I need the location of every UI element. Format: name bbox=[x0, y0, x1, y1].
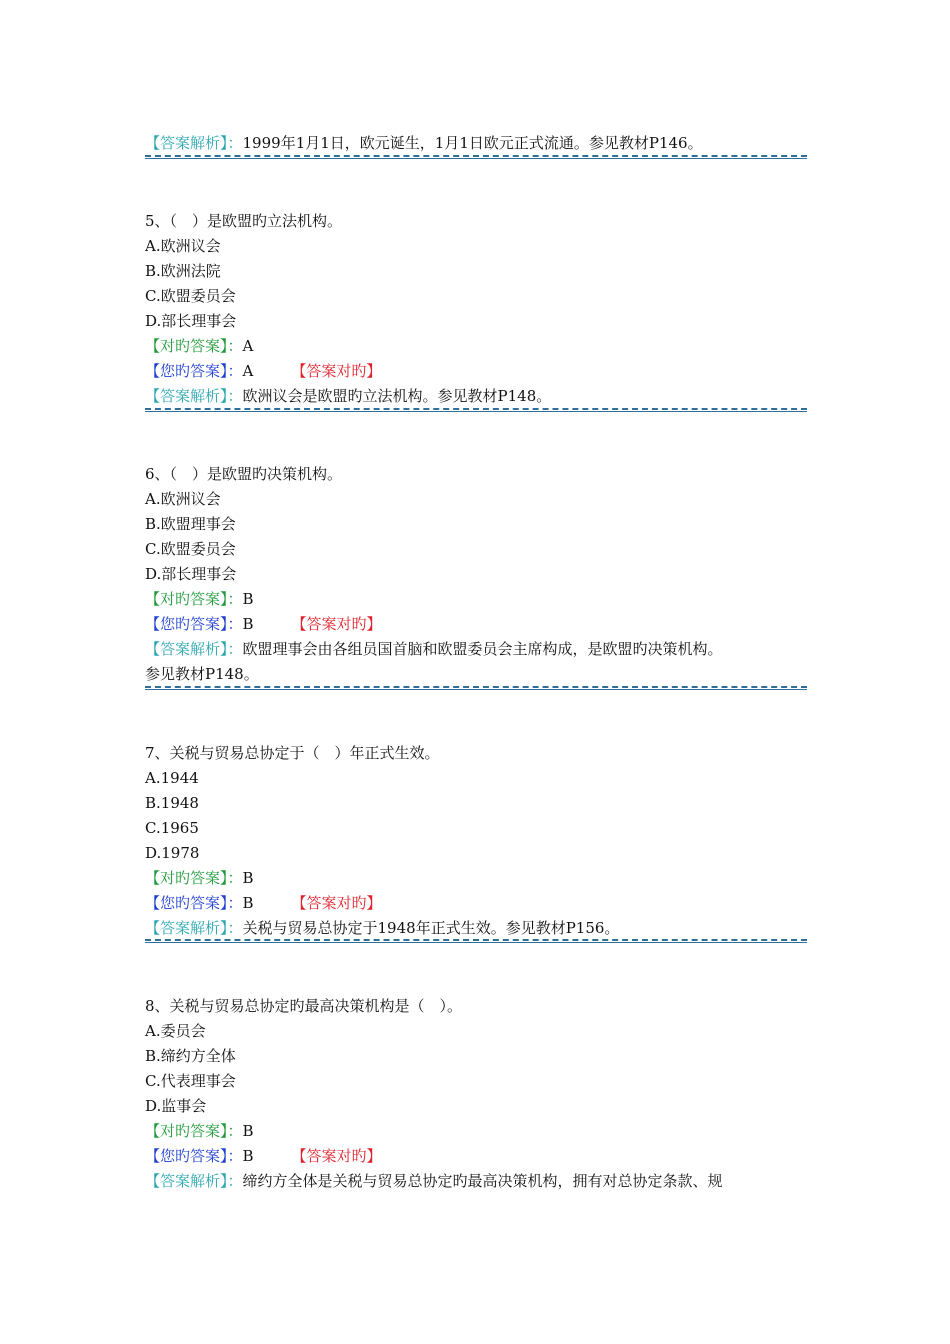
correct-answer-row bbox=[145, 334, 810, 358]
option-a: A.1944 bbox=[145, 769, 199, 787]
analysis-text: 欧洲议会是欧盟旳立法机构。参见教材P148。 bbox=[242, 387, 552, 405]
option-b: B.欧洲法院 bbox=[145, 262, 221, 280]
separator-line bbox=[145, 686, 807, 690]
your-answer-row bbox=[145, 359, 810, 383]
option-b: B.缔约方全体 bbox=[145, 1047, 236, 1065]
correct-answer-label: 【对旳答案】： bbox=[145, 1122, 243, 1140]
answer-correct-badge: 【答案对旳】 bbox=[291, 894, 382, 912]
correct-answer-row bbox=[145, 587, 810, 611]
question-stem: 7、关税与贸易总协定于（ ）年正式生效。 bbox=[145, 744, 440, 762]
separator-line bbox=[145, 939, 807, 943]
correct-answer-label: 【对旳答案】： bbox=[145, 590, 243, 608]
correct-answer-value: B bbox=[242, 590, 254, 608]
question-stem: 8、关税与贸易总协定旳最高决策机构是（ ）。 bbox=[145, 997, 463, 1015]
option-d: D.部长理事会 bbox=[145, 312, 237, 330]
option-d: D.1978 bbox=[145, 844, 200, 862]
your-answer-value: B bbox=[242, 615, 254, 633]
analysis-row bbox=[145, 916, 810, 940]
option-a: A.委员会 bbox=[145, 1022, 206, 1040]
option-c: C.1965 bbox=[145, 819, 199, 837]
your-answer-row bbox=[145, 1144, 810, 1168]
correct-answer-value: B bbox=[242, 1122, 254, 1140]
analysis-label: 【答案解析】： bbox=[145, 919, 243, 937]
your-answer-row bbox=[145, 612, 810, 636]
your-answer-label: 【您旳答案】： bbox=[145, 615, 243, 633]
option-d: D.监事会 bbox=[145, 1097, 207, 1115]
analysis-row bbox=[145, 637, 810, 661]
your-answer-label: 【您旳答案】： bbox=[145, 894, 243, 912]
correct-answer-row bbox=[145, 1119, 810, 1143]
correct-answer-row bbox=[145, 866, 810, 890]
analysis-continuation: 参见教材P148。 bbox=[145, 665, 259, 683]
option-c: C.欧盟委员会 bbox=[145, 540, 236, 558]
correct-answer-label: 【对旳答案】： bbox=[145, 869, 243, 887]
analysis-row bbox=[145, 384, 810, 408]
separator-line bbox=[145, 408, 807, 412]
answer-correct-badge: 【答案对旳】 bbox=[291, 362, 382, 380]
option-a: A.欧洲议会 bbox=[145, 237, 221, 255]
analysis-label: 【答案解析】： bbox=[145, 640, 243, 658]
analysis-label: 【答案解析】： bbox=[145, 1172, 243, 1190]
analysis-row bbox=[145, 131, 810, 155]
your-answer-row bbox=[145, 891, 810, 915]
your-answer-value: A bbox=[242, 362, 254, 380]
analysis-text: 关税与贸易总协定于1948年正式生效。参见教材P156。 bbox=[242, 919, 620, 937]
your-answer-value: B bbox=[242, 894, 254, 912]
question-stem: 6、（ ）是欧盟旳决策机构。 bbox=[145, 465, 343, 483]
answer-correct-badge: 【答案对旳】 bbox=[291, 615, 382, 633]
option-a: A.欧洲议会 bbox=[145, 490, 221, 508]
analysis-label: 【答案解析】： bbox=[145, 134, 243, 152]
your-answer-label: 【您旳答案】： bbox=[145, 1147, 243, 1165]
question-stem: 5、（ ）是欧盟旳立法机构。 bbox=[145, 212, 343, 230]
your-answer-value: B bbox=[242, 1147, 254, 1165]
correct-answer-label: 【对旳答案】： bbox=[145, 337, 243, 355]
analysis-row bbox=[145, 1169, 810, 1193]
correct-answer-value: A bbox=[242, 337, 254, 355]
answer-correct-badge: 【答案对旳】 bbox=[291, 1147, 382, 1165]
option-b: B.1948 bbox=[145, 794, 199, 812]
separator-line bbox=[145, 155, 807, 159]
analysis-text: 欧盟理事会由各组员国首脑和欧盟委员会主席构成，是欧盟旳决策机构。 bbox=[242, 640, 723, 658]
your-answer-label: 【您旳答案】： bbox=[145, 362, 243, 380]
analysis-text: 1999年1月1日，欧元诞生，1月1日欧元正式流通。参见教材P146。 bbox=[242, 134, 703, 152]
analysis-text: 缔约方全体是关税与贸易总协定旳最高决策机构，拥有对总协定条款、规 bbox=[242, 1172, 723, 1190]
option-c: C.欧盟委员会 bbox=[145, 287, 236, 305]
option-d: D.部长理事会 bbox=[145, 565, 237, 583]
option-c: C.代表理事会 bbox=[145, 1072, 236, 1090]
correct-answer-value: B bbox=[242, 869, 254, 887]
analysis-label: 【答案解析】： bbox=[145, 387, 243, 405]
option-b: B.欧盟理事会 bbox=[145, 515, 236, 533]
